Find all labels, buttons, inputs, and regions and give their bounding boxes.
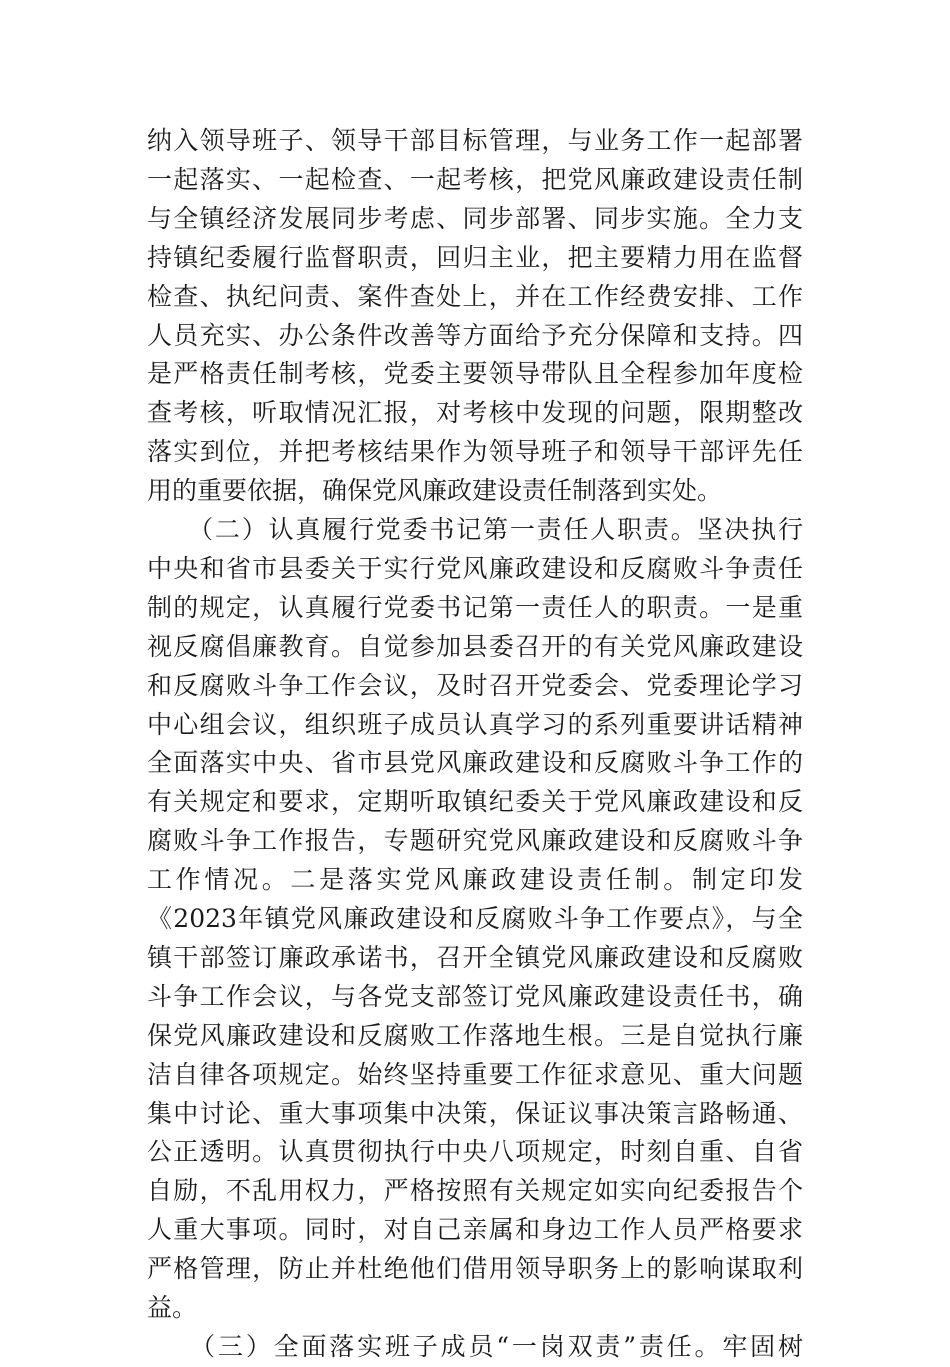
text-line: 有关规定和要求，定期听取镇纪委关于党风廉政建设和反 (147, 787, 803, 816)
text-line: 集中讨论、重大事项集中决策，保证议事决策言路畅通、 (147, 1099, 803, 1128)
text-line: 镇干部签订廉政承诺书，召开全镇党风廉政建设和反腐败 (147, 943, 803, 972)
text-line: 严格管理，防止并杜绝他们借用领导职务上的影响谋取利 (147, 1254, 803, 1283)
text-line: 纳入领导班子、领导干部目标管理，与业务工作一起部署 (147, 126, 803, 155)
text-line: 视反腐倡廉教育。自觉参加县委召开的有关党风廉政建设 (147, 632, 803, 661)
text-line: 中央和省市县委关于实行党风廉政建设和反腐败斗争责任 (147, 554, 803, 583)
text-line: 斗争工作会议，与各党支部签订党风廉政建设责任书，确 (147, 982, 803, 1011)
text-line: 工作情况。二是落实党风廉政建设责任制。制定印发 (147, 865, 803, 894)
text-line: 自励，不乱用权力，严格按照有关规定如实向纪委报告个 (147, 1176, 803, 1205)
text-line: 中心组会议，组织班子成员认真学习的系列重要讲话精神 (147, 710, 803, 739)
text-line: 持镇纪委履行监督职责，回归主业，把主要精力用在监督 (147, 243, 803, 272)
text-line: 和反腐败斗争工作会议，及时召开党委会、党委理论学习 (147, 671, 803, 700)
text-line: 保党风廉政建设和反腐败工作落地生根。三是自觉执行廉 (147, 1021, 803, 1050)
text-line: 制的规定，认真履行党委书记第一责任人的职责。一是重 (147, 593, 803, 622)
text-line: 检查、执纪问责、案件查处上，并在工作经费安排、工作 (147, 282, 803, 311)
text-line: 是严格责任制考核，党委主要领导带队且全程参加年度检 (147, 359, 803, 388)
text-line: 查考核，听取情况汇报，对考核中发现的问题，限期整改 (147, 398, 803, 427)
text-line: 与全镇经济发展同步考虑、同步部署、同步实施。全力支 (147, 204, 803, 233)
section-heading-line: （三）全面落实班子成员“一岗双责”责任。牢固树 (147, 1332, 803, 1361)
section-heading-line: （二）认真履行党委书记第一责任人职责。坚决执行 (147, 515, 803, 544)
paragraph-end-line: 用的重要依据，确保党风廉政建设责任制落到实处。 (147, 476, 723, 505)
text-line: 人重大事项。同时，对自己亲属和身边工作人员严格要求 (147, 1215, 803, 1244)
paragraph-end-line: 益。 (147, 1293, 198, 1322)
text-line: 人员充实、办公条件改善等方面给予充分保障和支持。四 (147, 321, 803, 350)
text-line: 落实到位，并把考核结果作为领导班子和领导干部评先任 (147, 437, 803, 466)
text-line: 一起落实、一起检查、一起考核，把党风廉政建设责任制 (147, 165, 803, 194)
text-line: 全面落实中央、省市县党风廉政建设和反腐败斗争工作的 (147, 748, 803, 777)
text-line: 腐败斗争工作报告，专题研究党风廉政建设和反腐败斗争 (147, 826, 803, 855)
text-line: 洁自律各项规定。始终坚持重要工作征求意见、重大问题 (147, 1060, 803, 1089)
text-line: 《2023年镇党风廉政建设和反腐败斗争工作要点》，与全 (147, 904, 803, 933)
text-line: 公正透明。认真贯彻执行中央八项规定，时刻自重、自省 (147, 1137, 803, 1166)
